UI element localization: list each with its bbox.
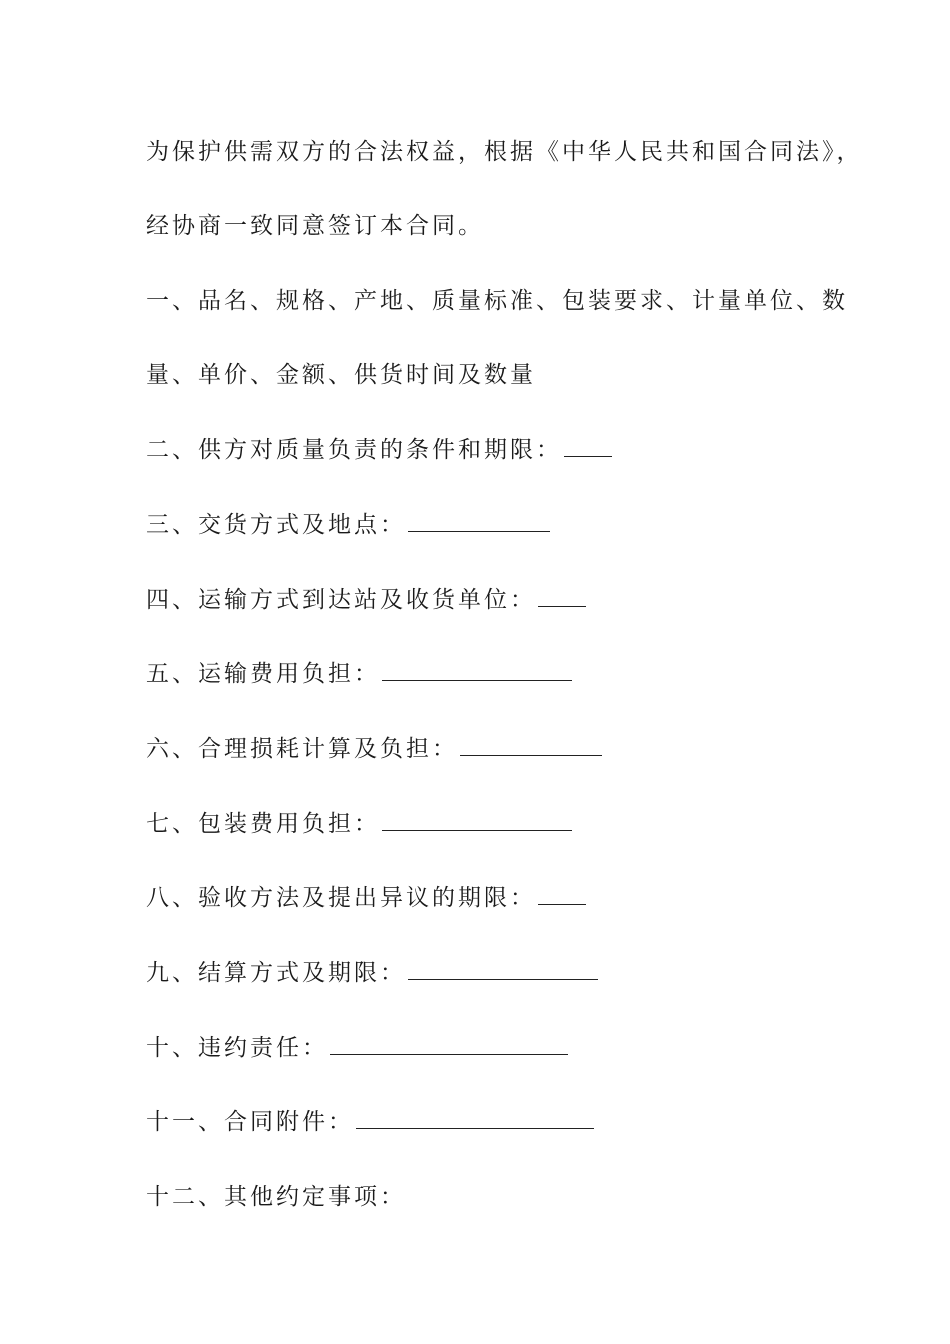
clause-4-label: 四、运输方式到达站及收货单位： [146,587,536,613]
clause-10-label: 十、违约责任： [146,1035,328,1061]
clause-6 [146,734,846,764]
clause-7 [146,809,846,839]
clause-4-blank[interactable] [538,588,586,607]
clause-12-label: 十二、其他约定事项： [146,1184,406,1210]
clause-3-blank[interactable] [408,513,550,532]
clause-7-blank[interactable] [382,812,572,831]
clause-8 [146,883,846,913]
intro-line-2: 经协商一致同意签订本合同。 [146,213,484,239]
clause-5-blank[interactable] [382,662,572,681]
clause-4 [146,585,846,615]
clause-12 [146,1182,846,1212]
clause-5 [146,659,846,689]
clause-7-label: 七、包装费用负担： [146,811,380,837]
intro-line-1: 为保护供需双方的合法权益，根据《中华人民共和国合同法》， [146,139,863,165]
clause-3-label: 三、交货方式及地点： [146,512,406,538]
clause-8-blank[interactable] [538,886,586,905]
clause-2 [146,435,846,465]
clause-6-label: 六、合理损耗计算及负担： [146,736,458,762]
clause-10 [146,1033,846,1063]
clause-9 [146,958,846,988]
clause-1-line-1: 一、品名、规格、产地、质量标准、包装要求、计量单位、数 [146,288,848,314]
clause-10-blank[interactable] [330,1036,568,1055]
clause-9-label: 九、结算方式及期限： [146,960,406,986]
clause-11-blank[interactable] [356,1110,594,1129]
clause-1-line-2: 量、单价、金额、供货时间及数量 [146,362,536,388]
clause-11-label: 十一、合同附件： [146,1109,354,1135]
clause-2-blank[interactable] [564,438,612,457]
clause-8-label: 八、验收方法及提出异议的期限： [146,885,536,911]
clause-9-blank[interactable] [408,961,598,980]
clause-3 [146,510,846,540]
clause-11 [146,1107,846,1137]
clause-2-label: 二、供方对质量负责的条件和期限： [146,437,562,463]
clause-6-blank[interactable] [460,737,602,756]
clause-5-label: 五、运输费用负担： [146,661,380,687]
